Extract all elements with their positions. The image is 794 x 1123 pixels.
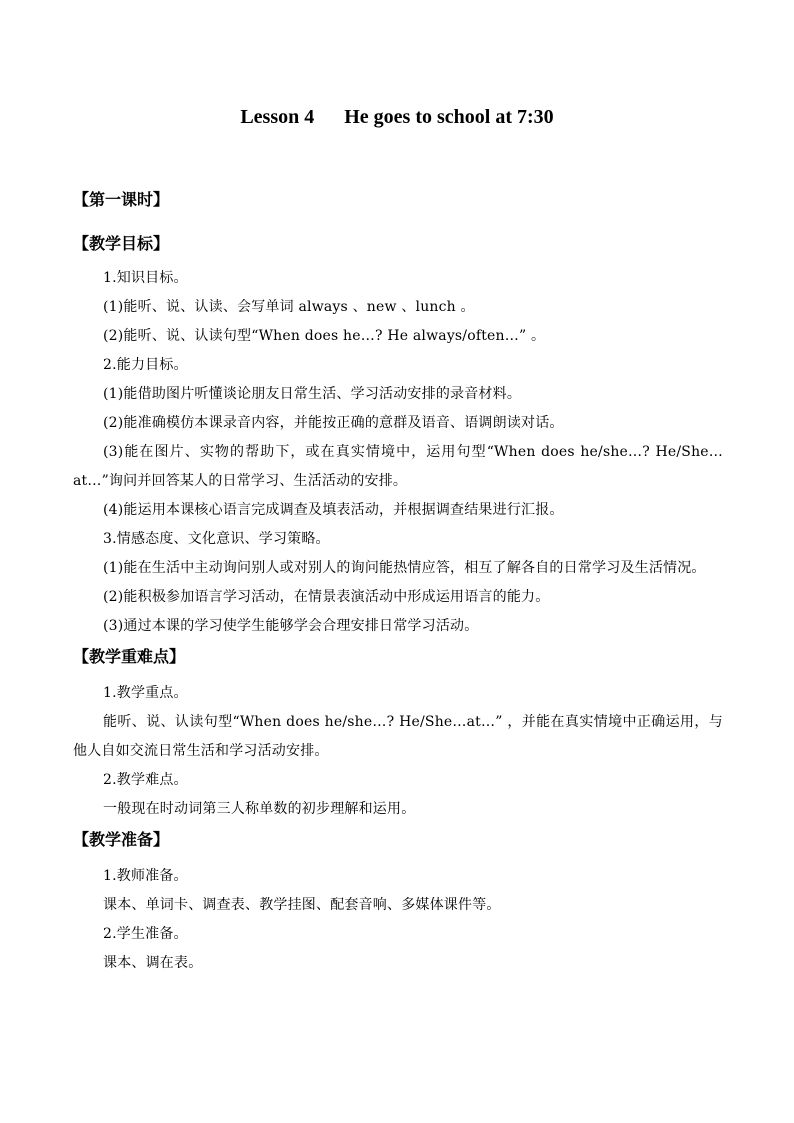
- objective-attitude: 3.情感态度、文化意识、学习策略。: [103, 531, 330, 547]
- objective-knowledge-1: (1)能听、说、认读、会写单词 always 、new 、lunch 。: [103, 299, 475, 315]
- objective-attitude-2: (2)能积极参加语言学习活动，在情景表演活动中形成运用语言的能力。: [103, 589, 550, 605]
- objective-knowledge-2: (2)能听、说、认读句型“When does he…? He always/often…” 。: [103, 328, 546, 344]
- section-heading-key-points: 【教学重难点】: [73, 647, 186, 666]
- student-prep-label: 2.学生准备。: [103, 926, 188, 942]
- objective-ability-1: (1)能借助图片听懂谈论朋友日常生活、学习活动安排的录音材料。: [103, 386, 522, 402]
- document-body: [73, 186, 723, 978]
- teacher-prep-label: 1.教师准备。: [103, 868, 188, 884]
- section-heading-preparation: 【教学准备】: [73, 830, 170, 849]
- objective-ability-3: (3)能在图片、实物的帮助下，或在真实情境中，运用句型“When does he/she…? He/She…at…”询问并回答某人的日常学习、生活活动的安排。: [73, 444, 723, 489]
- section-heading-objectives: 【教学目标】: [73, 234, 170, 253]
- difficulty-label: 2.教学难点。: [103, 772, 188, 788]
- objective-knowledge: 1.知识目标。: [103, 270, 188, 286]
- teacher-prep-text: 课本、单词卡、调查表、教学挂图、配套音响、多媒体课件等。: [103, 897, 501, 913]
- section-heading-first-period: 【第一课时】: [73, 190, 170, 209]
- difficulty-text: 一般现在时动词第三人称单数的初步理解和运用。: [103, 801, 416, 817]
- objective-attitude-3: (3)通过本课的学习使学生能够学会合理安排日常学习活动。: [103, 618, 479, 634]
- lesson-title: Lesson 4 He goes to school at 7:30: [240, 106, 554, 128]
- objective-attitude-1: (1)能在生活中主动询问别人或对别人的询问能热情应答，相互了解各自的日常学习及生活情况。: [103, 560, 706, 576]
- key-point-label: 1.教学重点。: [103, 685, 188, 701]
- student-prep-text: 课本、调在表。: [103, 955, 203, 971]
- objective-ability: 2.能力目标。: [103, 357, 188, 373]
- key-point-text: 能听、说、认读句型“When does he/she…? He/She…at…” ，并能在真实情境中正确运用，与他人自如交流日常生活和学习活动安排。: [73, 714, 723, 759]
- objective-ability-4: (4)能运用本课核心语言完成调查及填表活动，并根据调查结果进行汇报。: [103, 502, 564, 518]
- objective-ability-2: (2)能准确模仿本课录音内容，并能按正确的意群及语音、语调朗读对话。: [103, 415, 564, 431]
